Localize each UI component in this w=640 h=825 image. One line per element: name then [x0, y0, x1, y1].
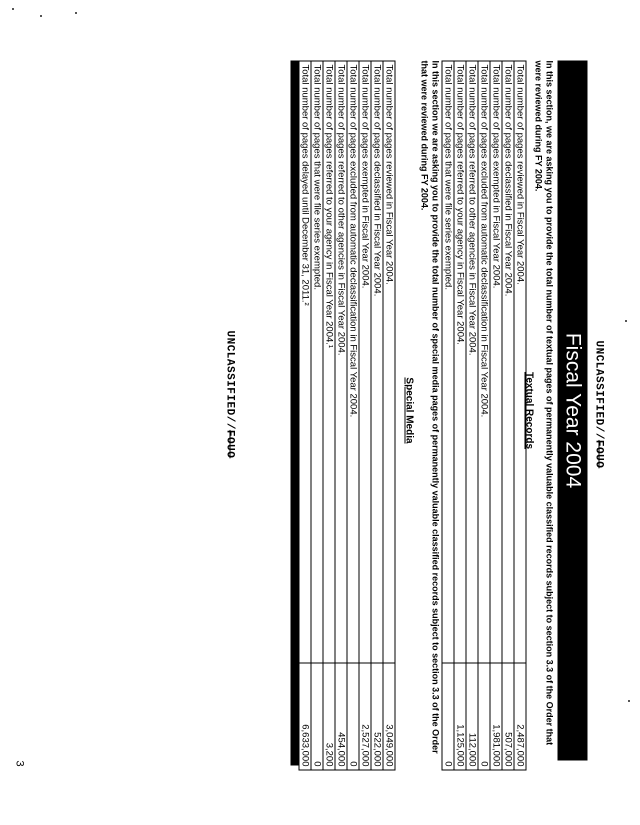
- row-label: Total number of pages reviewed in Fiscal Year 2004.: [514, 61, 526, 663]
- row-value: 3,200: [323, 663, 335, 770]
- marking-suffix: FOUO: [592, 439, 605, 468]
- scan-speck: [628, 700, 630, 702]
- row-label: Total number of pages exempted in Fiscal Year 2004.: [490, 61, 502, 663]
- table-row: [514, 61, 526, 770]
- marking-prefix: UNCLASSIFIED//: [223, 330, 236, 430]
- row-value: 1,125,000: [454, 663, 466, 770]
- row-label: Total number of pages that were file series exempted.: [442, 61, 454, 663]
- scan-speck: [40, 15, 42, 17]
- textual-intro: In this section, we are asking you to provide the total number of textual pages of permanently valuable classified records subject to section 3.3 of the Order that were reviewed during FY 2004.: [533, 60, 555, 745]
- row-value: 3,049,000: [383, 663, 395, 770]
- row-label: Total number of pages reviewed in Fiscal Year 2004.: [383, 61, 395, 663]
- row-label: Total number of pages delayed until December 31, 2011.²: [299, 61, 311, 663]
- table-row: [323, 61, 335, 770]
- marking-prefix: UNCLASSIFIED//: [592, 340, 605, 440]
- scan-speck: [625, 320, 627, 322]
- scan-speck: [12, 8, 14, 10]
- table-row: [490, 61, 502, 770]
- table-row: [371, 61, 383, 770]
- special-section-title: Special Media: [403, 376, 415, 444]
- textual-records-table: [442, 60, 527, 770]
- row-value: 2,527,000: [359, 663, 371, 770]
- table-row: [359, 61, 371, 770]
- table-row: [299, 61, 311, 770]
- row-value: 0: [442, 663, 454, 770]
- row-label: Total number of pages referred to other agencies in Fiscal Year 2004.: [335, 61, 347, 663]
- table-row: [335, 61, 347, 770]
- special-media-table: [299, 60, 396, 770]
- classification-marking-top: [593, 340, 605, 468]
- table-row: [454, 61, 466, 770]
- row-value: 0: [347, 663, 359, 770]
- row-value: 112,000: [466, 663, 478, 770]
- special-intro: In this section we are asking you to provide the total number of special media pages of permanently valuable classified records subject to section 3.3 of the Order that were reviewed during FY 2004.: [419, 60, 441, 754]
- rotated-page: [1, 0, 640, 825]
- table-bottom-bar: [291, 60, 299, 765]
- row-label: Total number of pages that were file series exempted.: [311, 61, 323, 663]
- classification-marking-bottom: [224, 330, 236, 458]
- row-label: Total number of pages referred to your agency in Fiscal Year 2004.: [454, 61, 466, 663]
- table-row: [478, 61, 490, 770]
- table-row: [502, 61, 514, 770]
- row-label: Total number of pages referred to your agency in Fiscal Year 2004.¹: [323, 61, 335, 663]
- table-row: [442, 61, 454, 770]
- row-value: 522,000: [371, 663, 383, 770]
- row-value: 454,000: [335, 663, 347, 770]
- row-label: Total number of pages exempted in Fiscal Year 2004.: [359, 61, 371, 663]
- row-value: 507,000: [502, 663, 514, 770]
- row-label: Total number of pages declassified in Fiscal Year 2004.: [371, 61, 383, 663]
- table-row: [466, 61, 478, 770]
- row-label: Total number of pages declassified in Fiscal Year 2004.: [502, 61, 514, 663]
- page-number: 3: [13, 760, 26, 767]
- scan-speck: [75, 12, 77, 14]
- table-row: [383, 61, 395, 770]
- row-label: Total number of pages excluded from automatic declassification in Fiscal Year 2004.: [478, 61, 490, 663]
- table-row: [311, 61, 323, 770]
- textual-section-title: Textual Records: [523, 371, 535, 449]
- table-row: [347, 61, 359, 770]
- row-value: 6,633,000: [299, 663, 311, 770]
- marking-suffix: FOUO: [223, 429, 236, 458]
- row-label: Total number of pages excluded from automatic declassification in Fiscal Year 2004.: [347, 61, 359, 663]
- row-value: 0: [311, 663, 323, 770]
- row-value: 2,487,000: [514, 663, 526, 770]
- row-label: Total number of pages referred to other agencies in Fiscal Year 2004.: [466, 61, 478, 663]
- row-value: 0: [478, 663, 490, 770]
- page-title: Fiscal Year 2004: [558, 60, 588, 760]
- row-value: 1,981,000: [490, 663, 502, 770]
